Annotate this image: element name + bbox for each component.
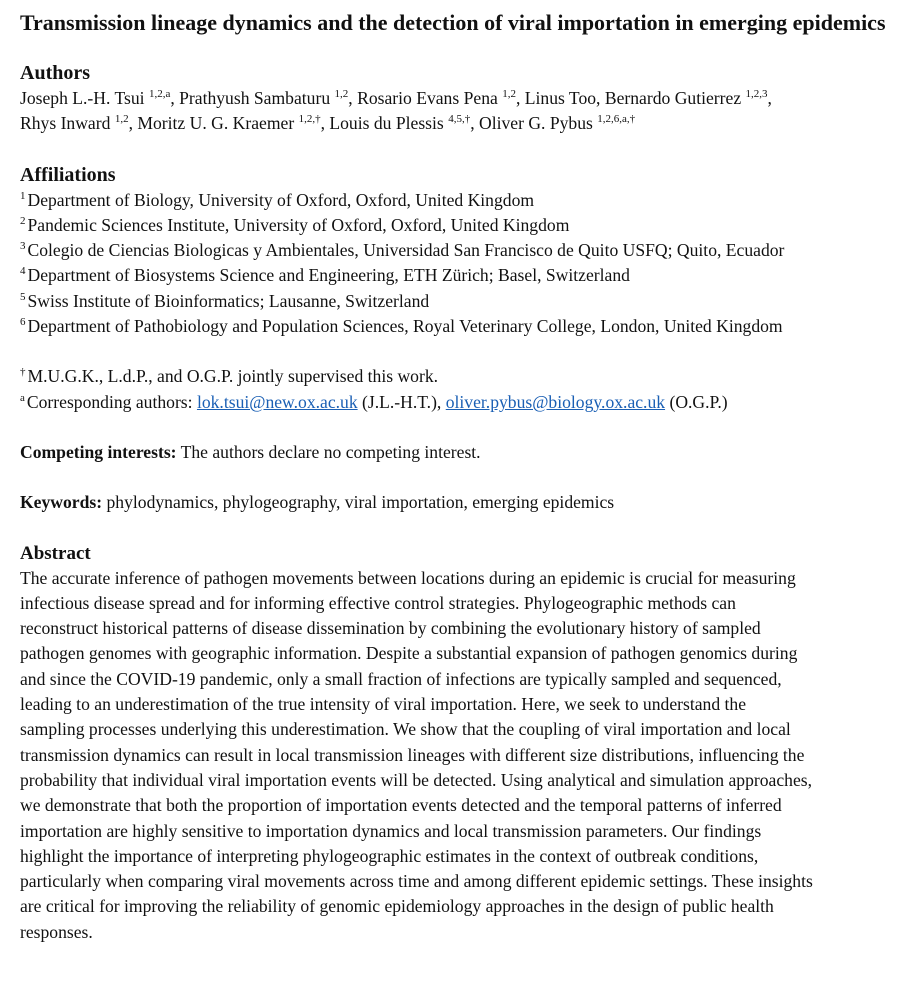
email-link-tsui[interactable]: lok.tsui@new.ox.ac.uk — [196, 391, 358, 412]
corresponding-mark: a — [20, 391, 25, 404]
author-affiliation-marks: 1,2 — [334, 88, 349, 100]
competing-interests — [20, 440, 901, 465]
author-separator: , — [596, 88, 605, 108]
abstract-line: pathogen genomes with geographic information. Despite a substantial expansion of pathogen genomics during — [20, 643, 798, 664]
abstract-line: importation are highly sensitive to importation dynamics and local transmission parameters. Our findings — [20, 820, 762, 841]
author-separator: , — [348, 88, 358, 108]
dagger-mark: † — [20, 366, 26, 379]
author-affiliation-marks: 1,2,3 — [745, 88, 768, 100]
abstract-section — [20, 541, 901, 945]
abstract-line: highlight the importance of interpreting phylogeographic estimates in the context of outbreak conditions, — [20, 845, 759, 866]
author-name: Linus Too — [524, 88, 597, 108]
author-name: Rhys Inward — [20, 113, 111, 134]
affiliations-section — [20, 162, 901, 340]
affiliation-text: Department of Biology, University of Oxford, Oxford, United Kingdom — [27, 189, 535, 210]
author-affiliation-marks: 1,2 — [502, 88, 516, 100]
joint-supervision-text: M.U.G.K., L.d.P., and O.G.P. jointly supervised this work. — [27, 366, 439, 387]
affiliation-number: 2 — [20, 214, 26, 227]
affiliation-number: 1 — [20, 189, 26, 202]
abstract-line: transmission dynamics can result in local transmission lineages with different size distributions, influencing the — [20, 744, 805, 765]
affiliation-number: 6 — [20, 316, 26, 329]
affiliations-heading: Affiliations — [20, 163, 116, 186]
abstract-line: infectious disease spread and for informing effective control strategies. Phylogeographic methods can — [20, 592, 736, 613]
author-separator: , — [767, 88, 772, 108]
author-affiliation-marks: 1,2,a — [148, 88, 171, 100]
abstract-line: sampling processes underlying this underestimation. We show that the coupling of viral importation and local — [20, 719, 791, 740]
affiliation-text: Colegio de Ciencias Biologicas y Ambientales, Universidad San Francisco de Quito USFQ; Quito, Ecuador — [27, 240, 785, 261]
abstract-line: responses. — [20, 921, 93, 942]
author-name: Moritz U. G. Kraemer — [137, 113, 295, 134]
abstract-line: reconstruct historical patterns of disease dissemination by combining the evolutionary history of sampled — [20, 618, 761, 639]
author-name: Bernardo Gutierrez — [604, 88, 742, 108]
abstract-body — [20, 566, 901, 945]
author-affiliation-marks: 1,2 — [114, 113, 129, 126]
author-name: Prathyush Sambaturu — [179, 88, 331, 108]
keywords-text: phylodynamics, phylogeography, viral importation, emerging epidemics — [102, 492, 615, 513]
keywords — [20, 490, 901, 515]
author-separator: , — [470, 113, 479, 134]
corresponding-prefix: Corresponding authors: — [26, 391, 197, 412]
affiliation-item — [20, 188, 901, 213]
affiliation-number: 4 — [20, 265, 26, 278]
author-notes — [20, 364, 901, 415]
author-name: Oliver G. Pybus — [478, 113, 593, 134]
email-suffix: (J.L.-H.T.), — [357, 391, 446, 412]
author-affiliation-marks: 4,5,† — [448, 113, 471, 126]
authors-heading: Authors — [20, 62, 91, 84]
affiliation-item — [20, 314, 901, 339]
abstract-line: we demonstrate that both the proportion of importation events detected and the temporal patterns of inferred — [20, 795, 782, 816]
author-name: Joseph L.-H. Tsui — [20, 88, 145, 108]
corresponding-authors-note — [20, 390, 901, 415]
email-link-pybus[interactable]: oliver.pybus@biology.ox.ac.uk — [445, 391, 666, 412]
abstract-line: leading to an underestimation of the true intensity of viral importation. Here, we seek to understand the — [20, 694, 747, 715]
authors-list — [20, 86, 901, 137]
affiliation-text: Department of Biosystems Science and Engineering, ETH Zürich; Basel, Switzerland — [27, 265, 630, 286]
affiliation-item — [20, 238, 901, 263]
paper-title: Transmission lineage dynamics and the detection of viral importation in emerging epidemics — [20, 10, 886, 35]
affiliation-text: Swiss Institute of Bioinformatics; Lausanne, Switzerland — [27, 290, 430, 311]
abstract-line: The accurate inference of pathogen movements between locations during an epidemic is crucial for measuring — [20, 567, 796, 588]
competing-interests-label: Competing interests: — [20, 441, 177, 462]
author-separator: , — [320, 113, 330, 134]
affiliation-text: Pandemic Sciences Institute, University of Oxford, Oxford, United Kingdom — [27, 214, 570, 235]
affiliations-list — [20, 188, 901, 340]
joint-supervision-note — [20, 364, 901, 389]
affiliation-number: 5 — [20, 290, 26, 303]
authors-section — [20, 60, 901, 137]
affiliation-text: Department of Pathobiology and Population Sciences, Royal Veterinary College, London, United Kingdom — [27, 316, 783, 337]
author-name: Rosario Evans Pena — [357, 88, 498, 108]
abstract-line: particularly when comparing viral movements across time and among different epidemic settings. These insights — [20, 871, 813, 892]
affiliation-number: 3 — [20, 240, 26, 253]
keywords-label: Keywords: — [20, 492, 103, 513]
author-separator: , — [170, 88, 180, 108]
affiliation-item — [20, 263, 901, 288]
email-suffix: (O.G.P.) — [665, 391, 728, 412]
abstract-line: and since the COVID-19 pandemic, only a small fraction of infections are typically sampled and sequenced, — [20, 668, 782, 689]
author-affiliation-marks: 1,2,6,a,† — [597, 113, 636, 126]
abstract-line: probability that individual viral importation events will be detected. Using analytical and simulation approaches, — [20, 769, 813, 790]
abstract-heading: Abstract — [20, 542, 91, 564]
author-affiliation-marks: 1,2,† — [298, 113, 321, 126]
author-separator: , — [128, 113, 138, 134]
affiliation-item — [20, 289, 901, 314]
competing-interests-text: The authors declare no competing interest. — [176, 441, 481, 462]
author-name: Louis du Plessis — [329, 113, 444, 134]
affiliation-item — [20, 213, 901, 238]
author-separator: , — [515, 88, 525, 108]
abstract-line: are critical for improving the reliability of genomic epidemiology approaches in the design of public health — [20, 896, 774, 917]
